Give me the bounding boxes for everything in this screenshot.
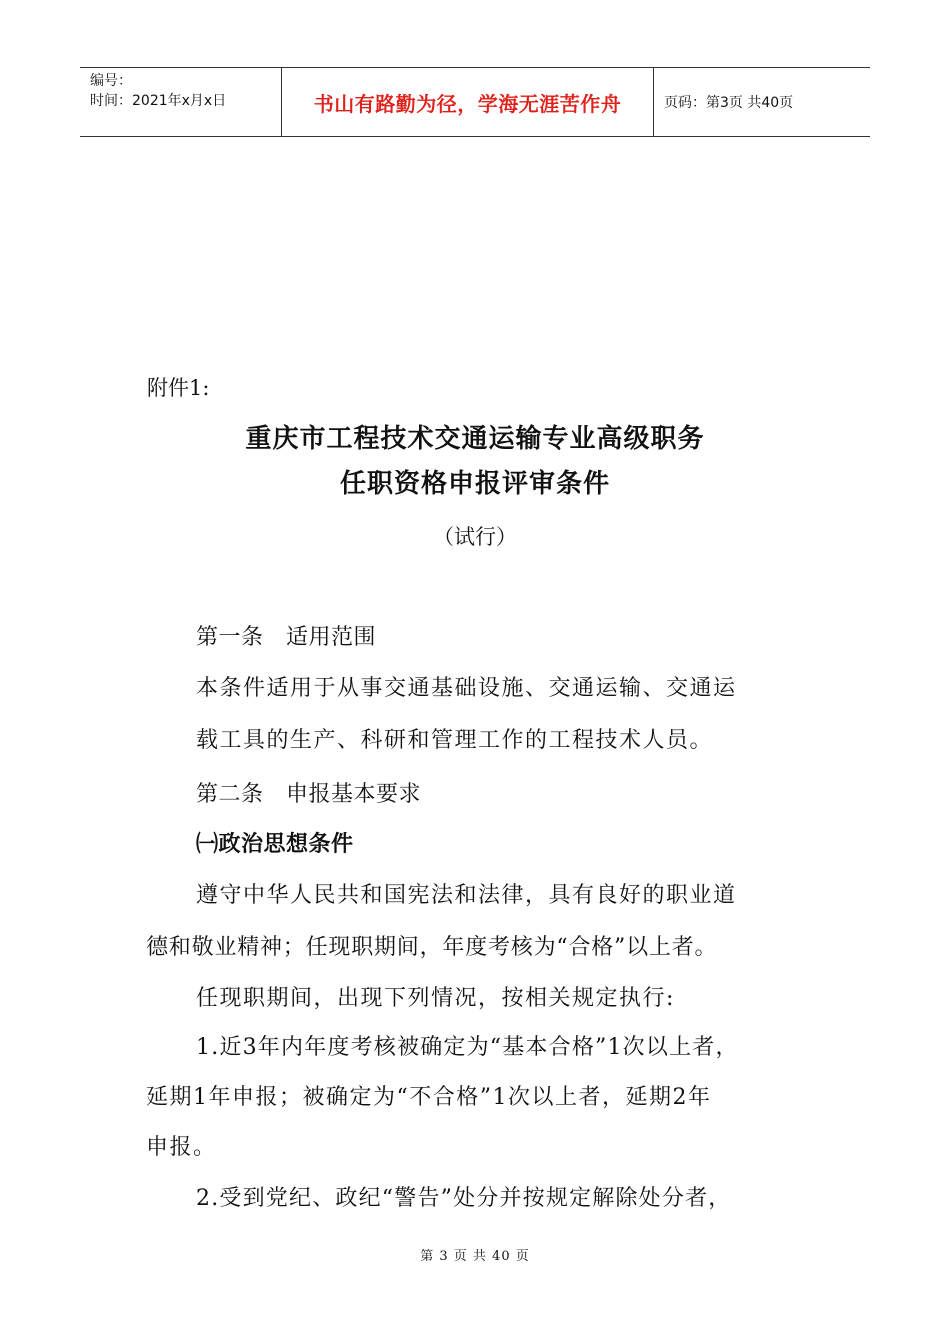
body-line: 任现职期间，出现下列情况，按相关规定执行: <box>196 986 675 1011</box>
body-line: 延期1年申报；被确定为“不合格”1次以上者，延期2年 <box>146 1085 712 1110</box>
section-heading-political: ㈠政治思想条件 <box>196 832 354 857</box>
body-line: 载工具的生产、科研和管理工作的工程技术人员。 <box>196 728 714 753</box>
body-line: 遵守中华人民共和国宪法和法律，具有良好的职业道 <box>196 883 737 908</box>
article-2-heading: 第二条 申报基本要求 <box>196 782 422 807</box>
attachment-label: 附件1: <box>147 376 210 400</box>
document-date: 时间：2021年x月x日 <box>90 93 227 109</box>
body-line: 1.近3年内年度考核被确定为“基本合格”1次以上者， <box>196 1035 739 1060</box>
document-subtitle: （试行） <box>433 525 517 549</box>
header-motto-cell <box>281 68 654 136</box>
header-meta <box>80 68 281 136</box>
body-line: 德和敬业精神；任现职期间，年度考核为“合格”以上者。 <box>146 935 718 960</box>
page-footer: 第 3 页 共 40 页 <box>420 1249 530 1264</box>
body-line: 申报。 <box>146 1135 217 1160</box>
body-line: 本条件适用于从事交通基础设施、交通运输、交通运 <box>196 676 737 701</box>
page-header <box>80 67 870 137</box>
document-number-label: 编号： <box>90 73 132 89</box>
document-title-line-1: 重庆市工程技术交通运输专业高级职务 <box>245 424 705 454</box>
header-motto: 书山有路勤为径，学海无涯苦作舟 <box>313 91 622 116</box>
header-page-info: 页码：第3页 共40页 <box>664 95 794 111</box>
body-line: 2.受到党纪、政纪“警告”处分并按规定解除处分者， <box>196 1186 732 1211</box>
document-title-line-2: 任职资格申报评审条件 <box>339 469 610 499</box>
article-1-heading: 第一条 适用范围 <box>196 625 377 650</box>
